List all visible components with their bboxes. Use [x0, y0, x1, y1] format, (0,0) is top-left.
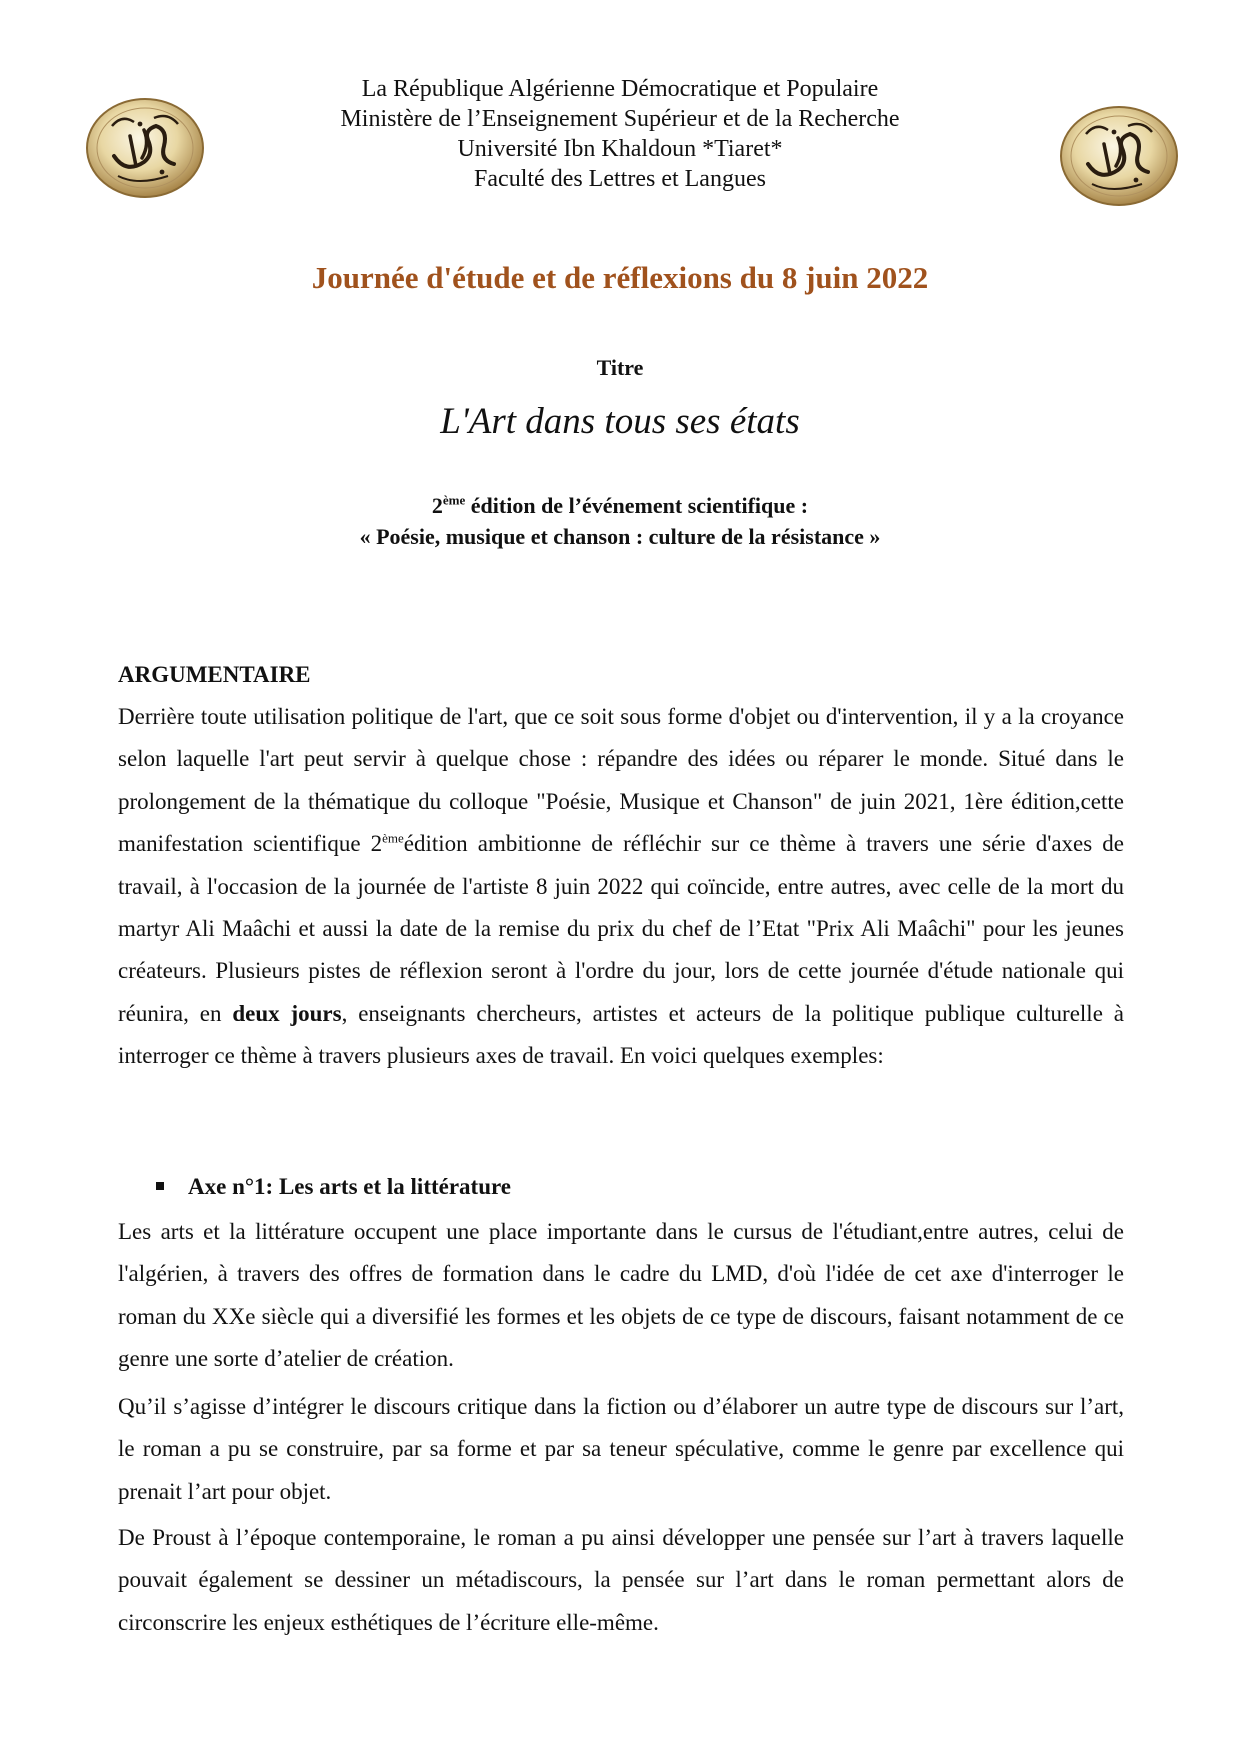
- header-line-faculty: Faculté des Lettres et Langues: [474, 166, 766, 192]
- axe1-heading: Axe n°1: Les arts et la littérature: [156, 1174, 511, 1200]
- header-line-ministry: Ministère de l’Enseignement Supérieur et de la Recherche: [340, 106, 900, 132]
- edition-line: 2ème édition de l’événement scientifique :: [431, 492, 809, 518]
- square-bullet-icon: [156, 1182, 164, 1190]
- main-title: L'Art dans tous ses états: [440, 401, 800, 442]
- university-seal-left: [84, 96, 206, 200]
- axe1-paragraph-1: Les arts et la littérature occupent une place importante dans le cursus de l'étudiant,entre autres, celui de l'algérien, à travers des offres de formation dans le cadre du LMD, d'où l'idée de cet axe d'interroger le roman du XXe siècle qui a diversifié les formes et les objets de ce type de discours, faisant notamment de ce genre une sorte d’atelier de création.: [118, 1219, 1124, 1372]
- argumentaire-paragraph: Derrière toute utilisation politique de l'art, que ce soit sous forme d'objet ou d'intervention, il y a la croyance selon laquelle l'art peut servir à quelque chose : répandre des idées ou réparer le monde. Situé dans le prolongement de la thématique du colloque "Poésie, Musique et Chanson" de juin 2021, 1ère édition,cette manifestation scientifique 2èmeédition ambitionne de réfléchir sur ce thème à travers une série d'axes de travail, à l'occasion de la journée de l'artiste 8 juin 2022 qui coïncide, entre autres, avec celle de la mort du martyr Ali Maâchi et aussi la date de la remise du prix du chef de l’Etat "Prix Ali Maâchi" pour les jeunes créateurs. Plusieurs pistes de réflexion seront à l'ordre du jour, lors de cette journée d'étude nationale qui réunira, en deux jours, enseignants chercheurs, artistes et acteurs de la politique publique culturelle à interroger ce thème à travers plusieurs axes de travail. En voici quelques exemples:: [118, 704, 1124, 1069]
- axe1-paragraph-2: Qu’il s’agisse d’intégrer le discours critique dans la fiction ou d’élaborer un autre type de discours sur l’art, le roman a pu se construire, par sa forme et par sa teneur spéculative, comme le genre par excellence qui prenait l’art pour objet.: [118, 1394, 1124, 1504]
- header-line-republic: La République Algérienne Démocratique et Populaire: [361, 76, 879, 102]
- axe1-paragraph-3: De Proust à l’époque contemporaine, le roman a pu ainsi développer une pensée sur l’art à travers laquelle pouvait également se dessiner un métadiscours, la pensée sur l’art dans le roman permettant alors de circonscrire les enjeux esthétiques de l’écriture elle-même.: [118, 1525, 1124, 1635]
- header-line-university: Université Ibn Khaldoun *Tiaret*: [457, 136, 783, 162]
- event-title: Journée d'étude et de réflexions du 8 juin 2022: [311, 260, 929, 295]
- edition-block: [0, 490, 1240, 552]
- institution-header: [200, 74, 1040, 194]
- edition-subtitle: « Poésie, musique et chanson : culture de la résistance »: [359, 524, 881, 549]
- argumentaire-heading: ARGUMENTAIRE: [118, 662, 311, 687]
- university-seal-right: [1058, 104, 1180, 208]
- titre-label: Titre: [596, 355, 644, 380]
